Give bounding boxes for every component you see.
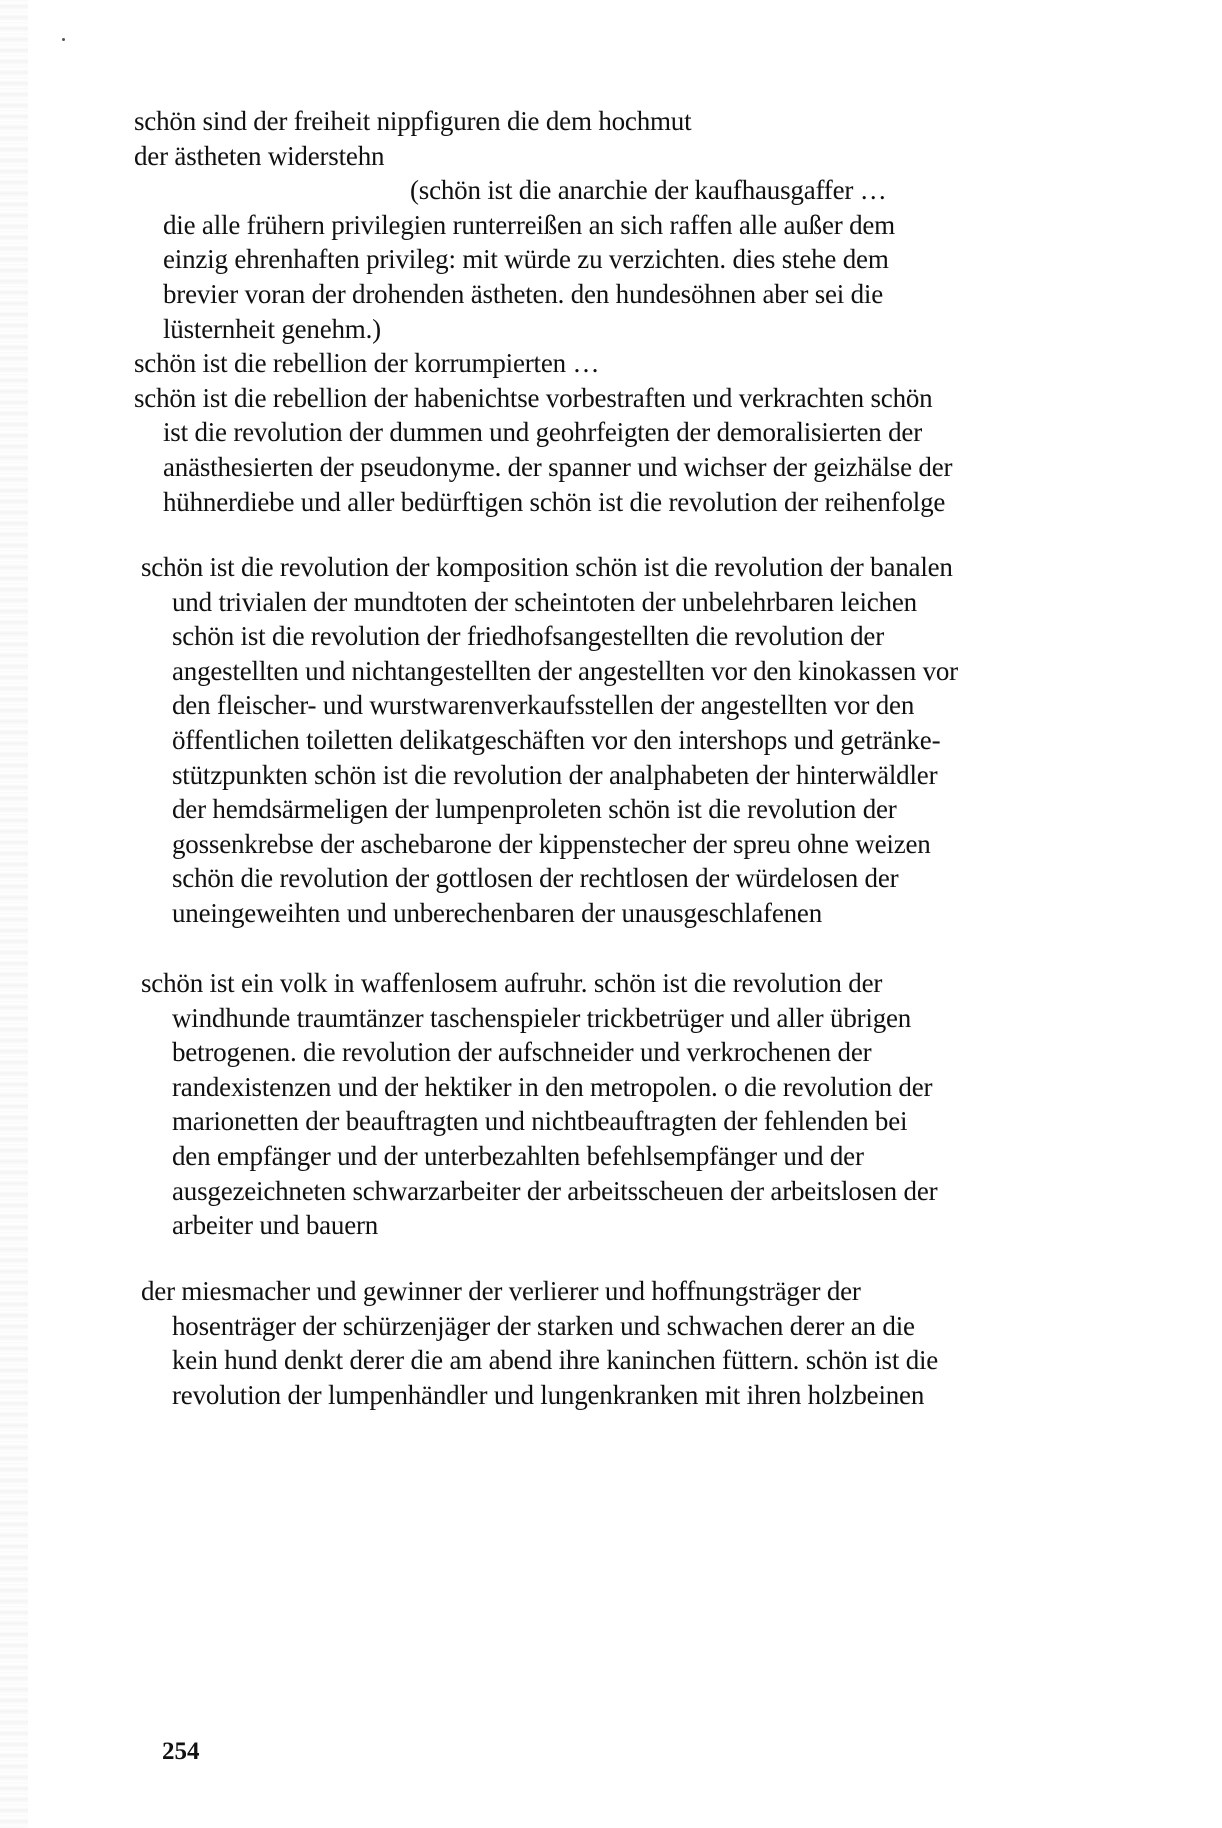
text-line: hosenträger der schürzenjäger der starken und schwachen derer an die	[172, 1310, 915, 1341]
text-line: der hemdsärmeligen der lumpenproleten schön ist die revolution der	[172, 794, 897, 825]
text-line: hühnerdiebe und aller bedürftigen schön ist die revolution der reihenfolge	[163, 486, 946, 517]
text-line: randexistenzen und der hektiker in den metropolen. o die revolution der	[172, 1071, 933, 1102]
text-line: (schön ist die anarchie der kaufhausgaffer …	[410, 175, 887, 206]
text-line: den empfänger und der unterbezahlten befehlsempfänger und der	[172, 1141, 864, 1171]
page-number: 254	[162, 1738, 200, 1765]
text-line: den fleischer- und wurstwarenverkaufsstellen der angestellten vor den	[172, 690, 915, 721]
text-line: revolution der lumpenhändler und lungenkranken mit ihren holzbeinen	[172, 1379, 925, 1410]
text-line: marionetten der beauftragten und nichtbeauftragten der fehlenden bei	[172, 1106, 908, 1137]
text-line: schön ist ein volk in waffenlosem aufruhr. schön ist die revolution der	[141, 968, 883, 998]
text-line: angestellten und nichtangestellten der angestellten vor den kinokassen vor	[172, 655, 958, 686]
text-line: uneingeweihten und unberechenbaren der unausgeschlafenen	[172, 898, 823, 928]
text-line: die alle frühern privilegien runterreißen an sich raffen alle außer dem	[163, 209, 895, 240]
text-line: kein hund denkt derer die am abend ihre kaninchen füttern. schön ist die	[172, 1345, 939, 1376]
text-line: und trivialen der mundtoten der scheintoten der unbelehrbaren leichen	[172, 586, 917, 617]
text-line: schön die revolution der gottlosen der rechtlosen der würdelosen der	[172, 863, 899, 894]
text-line: arbeiter und bauern	[172, 1210, 379, 1241]
text-line: brevier voran der drohenden ästheten. den hundesöhnen aber sei die	[163, 279, 884, 309]
text-line: stützpunkten schön ist die revolution der analphabeten der hinterwäldler	[172, 759, 938, 790]
text-line: gossenkrebse der aschebarone der kippenstecher der spreu ohne weizen	[172, 828, 931, 859]
text-line: windhunde traumtänzer taschenspieler trickbetrüger und aller übrigen	[172, 1002, 912, 1033]
text-line: der ästheten widerstehn	[134, 140, 385, 171]
text-line: einzig ehrenhaften privileg: mit würde zu verzichten. dies stehe dem	[163, 244, 889, 275]
text-line: ausgezeichneten schwarzarbeiter der arbeitsscheuen der arbeitslosen der	[172, 1175, 938, 1206]
text-line: schön ist die revolution der friedhofsangestellten die revolution der	[172, 621, 884, 652]
text-line: lüsternheit genehm.)	[163, 313, 381, 344]
text-line: der miesmacher und gewinner der verlierer und hoffnungsträger der	[141, 1276, 861, 1306]
text-line: schön ist die revolution der komposition schön ist die revolution der banalen	[141, 552, 953, 582]
text-line: schön ist die rebellion der korrumpierten …	[134, 348, 600, 379]
text-line: öffentlichen toiletten delikatgeschäften vor den intershops und getränke-	[172, 725, 941, 755]
text-line: betrogenen. die revolution der aufschneider und verkrochenen der	[172, 1037, 872, 1068]
text-line: anästhesierten der pseudonyme. der spanner und wichser der geizhälse der	[163, 452, 953, 482]
text-line: schön ist die rebellion der habenichtse vorbestraften und verkrachten schön	[134, 382, 933, 413]
text-line: ist die revolution der dummen und geohrfeigten der demoralisierten der	[163, 417, 923, 448]
text-line: schön sind der freiheit nippfiguren die dem hochmut	[134, 106, 692, 136]
